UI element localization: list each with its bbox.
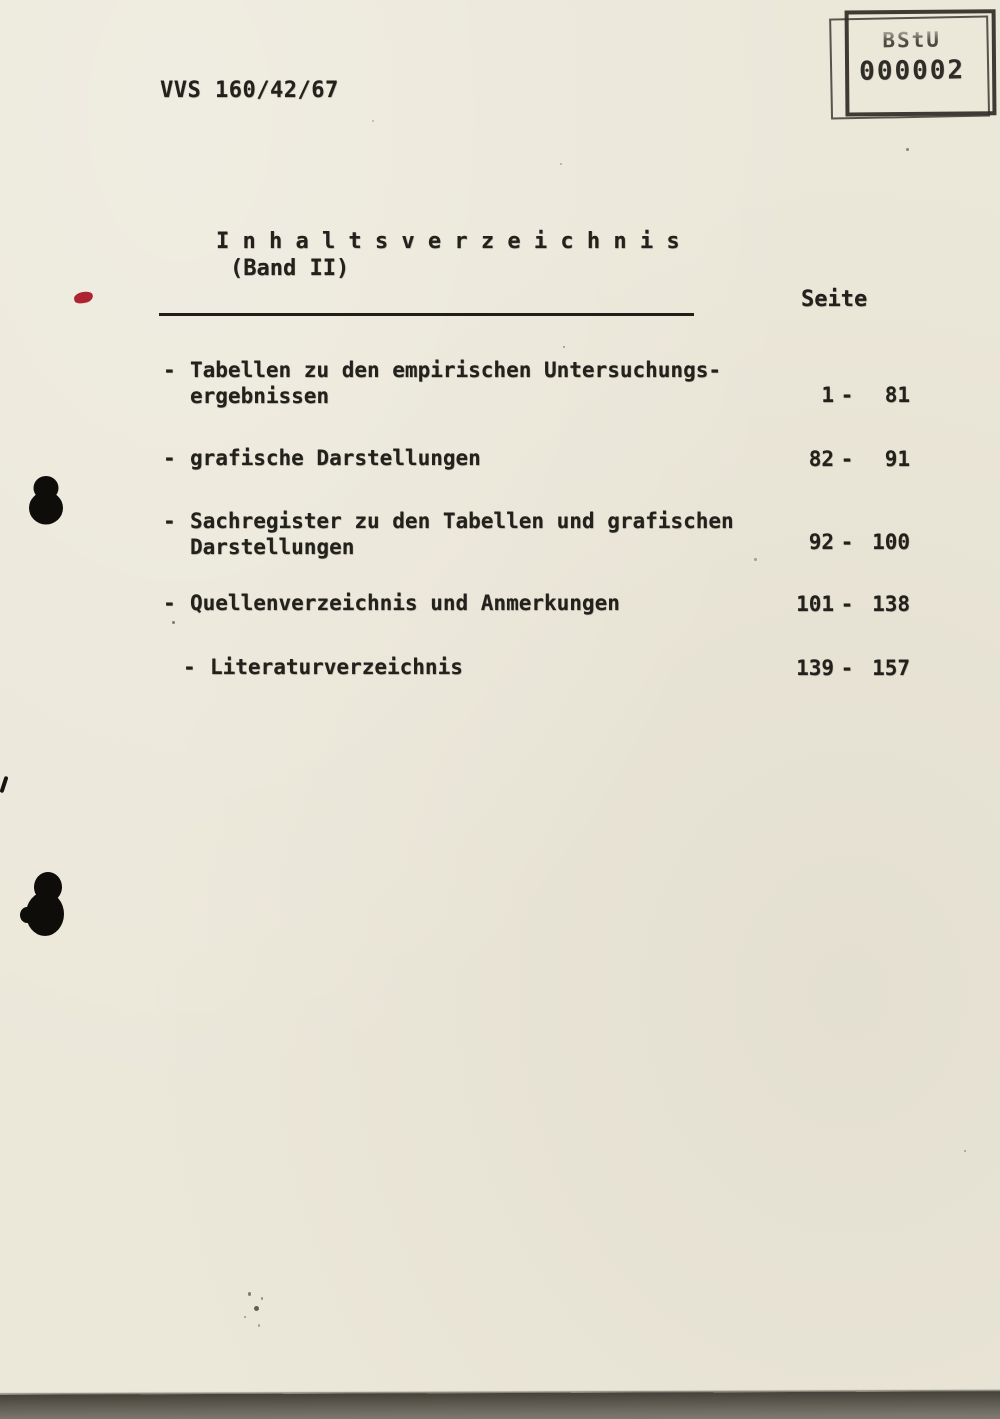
edge-pen-mark (0, 776, 9, 793)
ink-speck (248, 1292, 251, 1296)
range-dash: - (840, 530, 854, 554)
page-start: 1 (821, 383, 834, 407)
scan-bottom-edge (0, 1391, 1000, 1419)
page-start: 139 (796, 656, 834, 680)
page-range-grafische (788, 446, 910, 472)
item-label-line1: Tabellen zu den empirischen Untersuchungs- (190, 358, 722, 382)
ink-speck (560, 163, 562, 165)
page-title (159, 201, 694, 316)
classification-number: VVS 160/42/67 (160, 78, 339, 103)
page-range-literaturverzeichnis (788, 655, 910, 681)
ink-speck (563, 346, 565, 348)
item-bullet: - (163, 358, 176, 382)
item-label-line2: ergebnissen (190, 384, 330, 408)
ink-speck (906, 148, 909, 151)
ink-speck (754, 558, 757, 561)
title-text: I n h a l t s v e r z e i c h n i s (215, 229, 680, 254)
range-dash: - (840, 656, 854, 680)
item-label-line1: Quellenverzeichnis und Anmerkungen (190, 591, 620, 615)
ink-speck (258, 1324, 260, 1327)
range-dash: - (840, 447, 854, 471)
ink-speck (254, 1306, 259, 1311)
title-volume: (Band II) (229, 256, 350, 281)
stamp-page-number: 000002 (858, 55, 966, 87)
range-dash: - (840, 383, 854, 407)
page-column-header: Seite (801, 287, 868, 312)
ink-blob-upper (26, 475, 68, 527)
red-ink-speck (73, 290, 94, 305)
ink-speck (964, 1150, 966, 1152)
page-end: 138 (872, 592, 910, 616)
item-bullet: - (163, 591, 176, 615)
ink-speck (261, 1297, 263, 1300)
page-end: 100 (872, 530, 910, 554)
page-end: 157 (872, 656, 910, 680)
page-end: 81 (884, 383, 910, 407)
item-bullet: - (183, 655, 196, 679)
page-range-tabellen (788, 382, 910, 408)
ink-speck (372, 120, 374, 122)
item-label-line1: grafische Darstellungen (190, 446, 481, 470)
page-start: 82 (808, 447, 834, 471)
stamp-organization: BStU (830, 27, 994, 53)
page-range-quellenverzeichnis (788, 591, 910, 617)
ink-blob-lower (20, 871, 68, 939)
page-end: 91 (884, 447, 910, 471)
ink-speck (172, 621, 175, 624)
range-dash: - (840, 592, 854, 616)
item-label-line2: Darstellungen (190, 535, 355, 559)
item-bullet: - (163, 509, 176, 533)
toc-item-grafische (163, 445, 481, 471)
item-bullet: - (163, 446, 176, 470)
page-range-sachregister (788, 529, 910, 555)
toc-item-quellenverzeichnis (163, 590, 620, 616)
item-label-line1: Sachregister zu den Tabellen und grafischen (190, 509, 734, 533)
toc-item-sachregister (163, 508, 734, 560)
item-label-line1: Literaturverzeichnis (210, 655, 463, 679)
stamp-text (829, 5, 994, 87)
toc-item-literaturverzeichnis (183, 654, 463, 680)
page-start: 101 (796, 592, 834, 616)
bstu-archive-stamp (829, 5, 995, 117)
ink-speck (244, 1316, 246, 1318)
page-start: 92 (808, 530, 834, 554)
toc-item-tabellen (163, 357, 721, 409)
